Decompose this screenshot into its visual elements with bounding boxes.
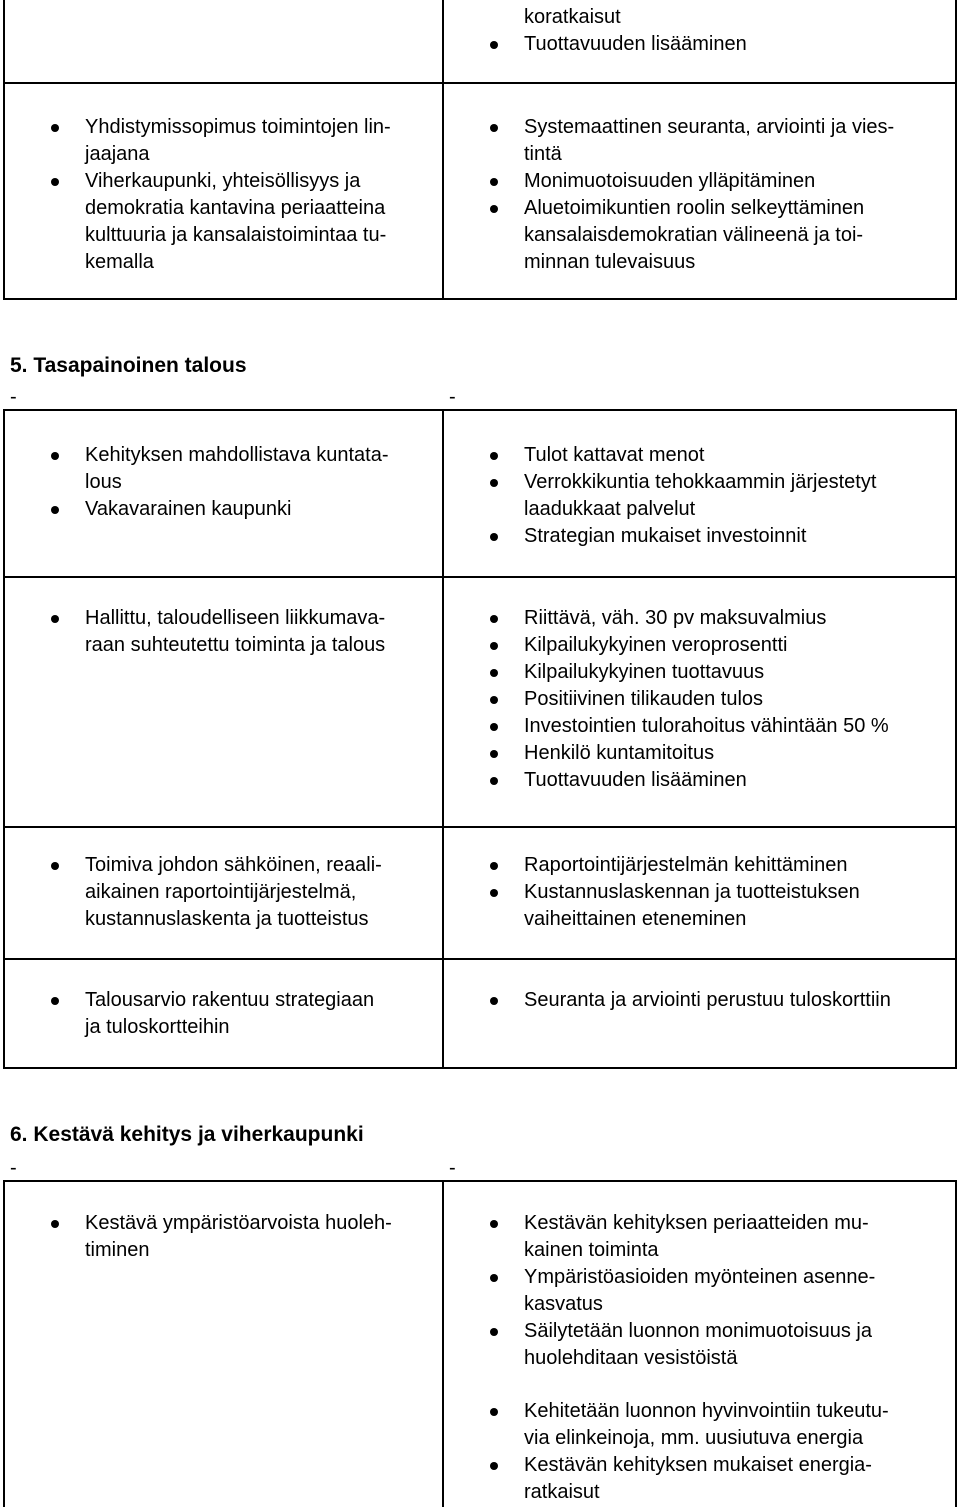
bullet-icon	[490, 615, 498, 623]
list-item	[85, 114, 391, 168]
list-item-text: Kestävän kehityksen periaatteiden mu-	[524, 1212, 869, 1234]
list-item-text: koratkaisut	[524, 6, 621, 28]
list-item	[524, 1452, 889, 1506]
list-item	[85, 442, 389, 496]
list-item	[524, 767, 889, 794]
top-row2-left-cell	[85, 114, 391, 276]
list-item	[524, 987, 891, 1014]
list-item	[524, 605, 889, 632]
list-item	[524, 1318, 875, 1372]
list-item-text: Hallittu, taloudelliseen liikkumava-	[85, 607, 386, 629]
bullet-icon	[51, 862, 59, 870]
bullet-icon	[490, 862, 498, 870]
table-border	[3, 298, 957, 300]
bullet-icon	[490, 124, 498, 132]
list-item-text: laadukkaat palvelut	[524, 498, 696, 520]
list-item-text: Yhdistymissopimus toimintojen lin-	[85, 116, 391, 138]
column-dash: -	[449, 386, 456, 408]
list-item-text: Kehitetään luonnon hyvinvointiin tukeutu-	[524, 1400, 889, 1422]
column-dash: -	[10, 386, 17, 408]
list-item	[524, 852, 860, 879]
table-border	[955, 1180, 957, 1507]
bullet-icon	[490, 178, 498, 186]
list-item	[524, 168, 894, 195]
list-item-text: Kestävä ympäristöarvoista huoleh-	[85, 1212, 392, 1234]
bullet-icon	[490, 533, 498, 541]
bullet-icon	[490, 479, 498, 487]
list-item-text: kasvatus	[524, 1293, 603, 1315]
list-item-text: tintä	[524, 143, 562, 165]
list-item-text: raan suhteutettu toiminta ja talous	[85, 634, 386, 656]
s6-right-cell-group1	[524, 1210, 875, 1372]
list-item	[524, 879, 860, 933]
bullet-icon	[490, 1274, 498, 1282]
list-item-text: aikainen raportointijärjestelmä,	[85, 881, 357, 903]
list-item-text: Henkilö kuntamitoitus	[524, 742, 715, 764]
list-item-text: ja tuloskortteihin	[85, 1016, 230, 1038]
list-item	[524, 713, 889, 740]
list-item-text: Tulot kattavat menot	[524, 444, 705, 466]
list-item-text: demokratia kantavina periaatteina	[85, 197, 386, 219]
bullet-icon	[490, 205, 498, 213]
bullet-icon	[490, 1328, 498, 1336]
top-row1-right-cell	[524, 4, 747, 58]
list-item-text: Säilytetään luonnon monimuotoisuus ja	[524, 1320, 872, 1342]
list-item	[85, 168, 391, 276]
list-item-text: minnan tulevaisuus	[524, 251, 696, 273]
list-item	[85, 605, 385, 659]
list-item-text: Vakavarainen kaupunki	[85, 498, 292, 520]
bullet-icon	[51, 615, 59, 623]
list-item-text: Tuottavuuden lisääminen	[524, 33, 747, 55]
list-item-text: via elinkeinoja, mm. uusiutuva energia	[524, 1427, 864, 1449]
bullet-icon	[490, 41, 498, 49]
list-item	[85, 1210, 392, 1264]
bullet-icon	[490, 696, 498, 704]
list-item-text: Investointien tulorahoitus vähintään 50 %	[524, 715, 889, 737]
table-border	[3, 576, 957, 578]
bullet-icon	[490, 723, 498, 731]
table-border	[442, 1180, 444, 1507]
table-border	[3, 82, 957, 84]
table-border	[442, 409, 444, 1069]
bullet-icon	[51, 506, 59, 514]
list-item-text: Ympäristöasioiden myönteinen asenne-	[524, 1266, 876, 1288]
list-item-text: Seuranta ja arviointi perustuu tuloskorttiin	[524, 989, 891, 1011]
bullet-icon	[51, 178, 59, 186]
list-item-text: kemalla	[85, 251, 154, 273]
bullet-icon	[490, 669, 498, 677]
table-border	[3, 409, 957, 411]
s5-row3-left-cell	[85, 852, 382, 933]
bullet-icon	[51, 1220, 59, 1228]
list-item	[524, 523, 876, 550]
list-item	[524, 442, 876, 469]
bullet-icon	[490, 1220, 498, 1228]
list-item-text: vaiheittainen eteneminen	[524, 908, 747, 930]
list-item	[85, 496, 389, 523]
bullet-icon	[51, 124, 59, 132]
list-item-text: Toimiva johdon sähköinen, reaali-	[85, 854, 382, 876]
table-border	[955, 0, 957, 300]
table-border	[3, 409, 5, 1069]
bullet-icon	[490, 750, 498, 758]
column-dash: -	[10, 1157, 17, 1179]
list-item-text: jaajana	[85, 143, 150, 165]
list-item-text: Talousarvio rakentuu strategiaan	[85, 989, 375, 1011]
list-item-text: Verrokkikuntia tehokkaammin järjestetyt	[524, 471, 877, 493]
list-item	[524, 659, 889, 686]
bullet-icon	[490, 452, 498, 460]
list-item	[524, 195, 894, 276]
list-item	[524, 469, 876, 523]
bullet-icon	[490, 642, 498, 650]
table-border	[3, 1180, 957, 1182]
bullet-icon	[490, 997, 498, 1005]
list-item-text: Kustannuslaskennan ja tuotteistuksen	[524, 881, 860, 903]
list-item-text: kansalaisdemokratian välineenä ja toi-	[524, 224, 864, 246]
list-item-text: Kestävän kehityksen mukaiset energia-	[524, 1454, 872, 1476]
list-item-text: Systemaattinen seuranta, arviointi ja vies-	[524, 116, 895, 138]
list-item-text: lous	[85, 471, 122, 493]
list-item	[85, 987, 374, 1041]
list-item	[524, 31, 747, 58]
s5-row3-right-cell	[524, 852, 860, 933]
list-item-text: timinen	[85, 1239, 150, 1261]
s5-row1-left-cell	[85, 442, 389, 523]
list-item-text: Raportointijärjestelmän kehittäminen	[524, 854, 848, 876]
s5-row4-right-cell	[524, 987, 891, 1014]
list-item	[524, 740, 889, 767]
s5-row4-left-cell	[85, 987, 374, 1041]
list-item-text: Riittävä, väh. 30 pv maksuvalmius	[524, 607, 827, 629]
bullet-icon	[51, 997, 59, 1005]
s5-row1-right-cell	[524, 442, 876, 550]
column-dash: -	[449, 1157, 456, 1179]
list-item	[524, 686, 889, 713]
list-item-text: Kilpailukykyinen veroprosentti	[524, 634, 788, 656]
list-item-text: ratkaisut	[524, 1481, 600, 1503]
s5-row2-left-cell	[85, 605, 385, 659]
bullet-icon	[51, 452, 59, 460]
s5-row2-right-cell	[524, 605, 889, 794]
table-border	[3, 1067, 957, 1069]
list-item	[524, 1264, 875, 1318]
section-heading: 6. Kestävä kehitys ja viherkaupunki	[10, 1123, 364, 1146]
bullet-icon	[490, 777, 498, 785]
table-border	[3, 0, 5, 300]
list-item	[524, 114, 894, 168]
list-item-text: Strategian mukaiset investoinnit	[524, 525, 807, 547]
table-border	[955, 409, 957, 1069]
list-item	[524, 1398, 889, 1452]
list-item-text: Viherkaupunki, yhteisöllisyys ja	[85, 170, 361, 192]
bullet-icon	[490, 1462, 498, 1470]
list-item	[85, 852, 382, 933]
list-item-text: huolehditaan vesistöistä	[524, 1347, 738, 1369]
table-border	[442, 0, 444, 300]
list-item	[524, 1210, 875, 1264]
s6-left-cell	[85, 1210, 392, 1264]
table-border	[3, 826, 957, 828]
list-item-text: Positiivinen tilikauden tulos	[524, 688, 764, 710]
list-item-text: kainen toiminta	[524, 1239, 659, 1261]
section-heading: 5. Tasapainoinen talous	[10, 354, 247, 377]
bullet-icon	[490, 1408, 498, 1416]
list-item-text: Monimuotoisuuden ylläpitäminen	[524, 170, 816, 192]
list-item	[524, 632, 889, 659]
s6-right-cell-group2	[524, 1398, 889, 1506]
top-row2-right-cell	[524, 114, 894, 276]
list-item-text: Aluetoimikuntien roolin selkeyttäminen	[524, 197, 865, 219]
table-border	[3, 1180, 5, 1507]
list-item-text: Tuottavuuden lisääminen	[524, 769, 747, 791]
table-border	[3, 958, 957, 960]
list-item-text: Kilpailukykyinen tuottavuus	[524, 661, 765, 683]
list-item-text: Kehityksen mahdollistava kuntata-	[85, 444, 389, 466]
list-item-text: kustannuslaskenta ja tuotteistus	[85, 908, 369, 930]
bullet-icon	[490, 889, 498, 897]
list-item-text: kulttuuria ja kansalaistoimintaa tu-	[85, 224, 387, 246]
